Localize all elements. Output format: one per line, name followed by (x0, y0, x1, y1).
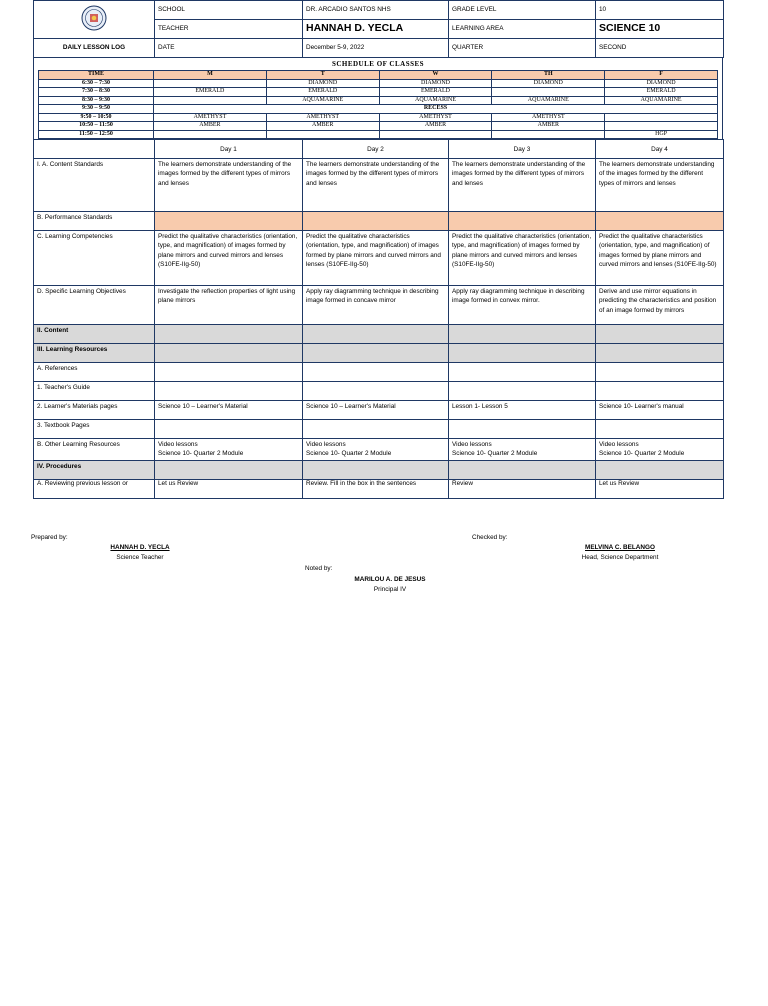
row-cell: Video lessons Science 10- Quarter 2 Module (596, 439, 724, 461)
row-cell (596, 460, 724, 479)
row-cell (449, 420, 596, 439)
row-cell (449, 344, 596, 363)
schedule-class-cell: AQUAMARINE (605, 96, 718, 105)
row-cell (596, 363, 724, 382)
schedule-row (39, 122, 718, 131)
row-cell (449, 382, 596, 401)
schedule-row (39, 130, 718, 139)
row-cell (596, 382, 724, 401)
row-cell: Predict the qualitative characteristics (orientation, type, and magnification) of images formed by plane mirrors and curved mirrors and lenses (S10FE-IIg-50) (449, 231, 596, 286)
schedule-class-cell: RECESS (154, 105, 718, 114)
lesson-row (34, 212, 724, 231)
checked-block (545, 543, 695, 562)
school-label: SCHOOL (155, 1, 303, 20)
prepared-title: Science Teacher (116, 553, 164, 561)
schedule-class-cell: AMBER (154, 122, 267, 131)
schedule-class-cell: EMERALD (154, 88, 267, 97)
schedule-time-cell: 7:30 – 8:30 (39, 88, 154, 97)
row-cell: Video lessons Science 10- Quarter 2 Module (155, 439, 303, 461)
row-cell (303, 382, 449, 401)
row-cell (596, 212, 724, 231)
row-cell: Apply ray diagramming technique in describing image formed in concave mirror (303, 286, 449, 325)
schedule-time-cell: 6:30 – 7:30 (39, 79, 154, 88)
teacher-label: TEACHER (155, 20, 303, 39)
noted-name: MARILOU A. DE JESUS (354, 576, 426, 583)
schedule-time-cell: 11:50 – 12:50 (39, 130, 154, 139)
row-label: A. References (34, 363, 155, 382)
noted-title: Principal IV (373, 585, 407, 593)
schedule-row (39, 105, 718, 114)
row-cell: The learners demonstrate understanding of the images formed by the different types of mirrors and lenses (596, 159, 724, 212)
row-cell (596, 325, 724, 344)
prepared-label: Prepared by: (31, 534, 68, 541)
row-cell (303, 460, 449, 479)
schedule-title: SCHEDULE OF CLASSES (331, 60, 425, 68)
row-cell: Science 10- Learner's manual (596, 401, 724, 420)
schedule-time-cell: 8:30 – 9:30 (39, 96, 154, 105)
lesson-row (34, 344, 724, 363)
schedule-class-cell: EMERALD (266, 88, 379, 97)
row-cell: Science 10 – Learner's Material (303, 401, 449, 420)
schedule-table (38, 70, 718, 139)
row-cell (155, 420, 303, 439)
schedule-header-cell: TIME (39, 71, 154, 80)
teacher-value: HANNAH D. YECLA (303, 20, 449, 39)
lesson-row (34, 286, 724, 325)
day-header-4: Day 4 (596, 140, 724, 159)
date-value: December 5-9, 2022 (303, 39, 449, 58)
day-header-blank (34, 140, 155, 159)
lesson-row (34, 231, 724, 286)
row-cell (303, 212, 449, 231)
area-label: LEARNING AREA (449, 20, 596, 39)
row-cell: Let us Review (155, 479, 303, 498)
schedule-class-cell (492, 130, 605, 139)
row-label: II. Content (34, 325, 155, 344)
row-cell (596, 420, 724, 439)
lesson-row (34, 159, 724, 212)
row-label: III. Learning Resources (34, 344, 155, 363)
schedule-class-cell: AMETHYST (266, 113, 379, 122)
row-cell (155, 325, 303, 344)
schedule-class-cell: AQUAMARINE (379, 96, 492, 105)
row-cell (303, 420, 449, 439)
row-cell (303, 325, 449, 344)
log-title: DAILY LESSON LOG (34, 39, 155, 58)
schedule-header-cell: W (379, 71, 492, 80)
row-cell (449, 460, 596, 479)
schedule-class-cell (154, 96, 267, 105)
schedule-class-cell: AQUAMARINE (266, 96, 379, 105)
schedule-wrapper (33, 58, 723, 139)
checked-name: MELVINA C. BELANGO (585, 544, 655, 551)
schedule-class-cell: AMETHYST (379, 113, 492, 122)
schedule-class-cell: AMBER (492, 122, 605, 131)
schedule-header-cell: F (605, 71, 718, 80)
row-cell (155, 460, 303, 479)
schedule-header-cell: TH (492, 71, 605, 80)
row-cell: Derive and use mirror equations in predicting the characteristics and position of an image formed by mirrors (596, 286, 724, 325)
schedule-class-cell (379, 130, 492, 139)
row-label: I. A. Content Standards (34, 159, 155, 212)
row-label: A. Reviewing previous lesson or (34, 479, 155, 498)
schedule-time-cell: 9:50 – 10:50 (39, 113, 154, 122)
row-label: D. Specific Learning Objectives (34, 286, 155, 325)
schedule-header-row (39, 71, 718, 80)
lesson-row (34, 382, 724, 401)
row-cell: Video lessons Science 10- Quarter 2 Module (303, 439, 449, 461)
schedule-header-cell: T (266, 71, 379, 80)
row-cell: Predict the qualitative characteristics (orientation, type, and magnification) of images formed by plane mirrors and curved mirrors and lenses (S10FE-IIg-50) (303, 231, 449, 286)
row-cell (155, 344, 303, 363)
schedule-header-cell: M (154, 71, 267, 80)
noted-block (330, 575, 450, 594)
schedule-class-cell (605, 122, 718, 131)
checked-label: Checked by: (472, 534, 508, 541)
school-value: DR. ARCADIO SANTOS NHS (303, 1, 449, 20)
row-cell: The learners demonstrate understanding of the images formed by the different types of mirrors and lenses (155, 159, 303, 212)
schedule-class-cell: DIAMOND (379, 79, 492, 88)
schedule-class-cell: AMBER (266, 122, 379, 131)
row-cell: Review (449, 479, 596, 498)
row-cell: Apply ray diagramming technique in describing image formed in convex mirror. (449, 286, 596, 325)
schedule-class-cell (605, 113, 718, 122)
schedule-class-cell (492, 88, 605, 97)
schedule-class-cell: AMETHYST (492, 113, 605, 122)
row-cell: Predict the qualitative characteristics (orientation, type, and magnification) of images formed by plane mirrors and curved mirrors and lenses (S10FE-IIg-50) (596, 231, 724, 286)
day-header-2: Day 2 (303, 140, 449, 159)
schedule-class-cell: AQUAMARINE (492, 96, 605, 105)
schedule-row (39, 113, 718, 122)
schedule-class-cell: HGP (605, 130, 718, 139)
area-value: SCIENCE 10 (596, 20, 724, 39)
schedule-class-cell (154, 130, 267, 139)
row-cell (303, 344, 449, 363)
daily-lesson-log-page (33, 0, 723, 499)
lesson-row (34, 460, 724, 479)
schedule-class-cell: DIAMOND (492, 79, 605, 88)
date-label: DATE (155, 39, 303, 58)
grade-label: GRADE LEVEL (449, 1, 596, 20)
row-cell: Let us Review (596, 479, 724, 498)
row-cell: Video lessons Science 10- Quarter 2 Module (449, 439, 596, 461)
row-cell: The learners demonstrate understanding of the images formed by the different types of mirrors and lenses (303, 159, 449, 212)
row-cell: Lesson 1- Lesson 5 (449, 401, 596, 420)
row-cell: Science 10 – Learner's Material (155, 401, 303, 420)
schedule-class-cell: EMERALD (379, 88, 492, 97)
row-label: 3. Textbook Pages (34, 420, 155, 439)
day-header-row (34, 140, 724, 159)
schedule-time-cell: 10:50 – 11:50 (39, 122, 154, 131)
row-cell: Investigate the reflection properties of light using plane mirrors (155, 286, 303, 325)
seal-icon (81, 5, 107, 31)
row-cell (303, 363, 449, 382)
quarter-value: SECOND (596, 39, 724, 58)
lesson-row (34, 325, 724, 344)
row-cell: Predict the qualitative characteristics (orientation, type, and magnification) of images formed by plane mirrors and curved mirrors and lenses (S10FE-IIg-50) (155, 231, 303, 286)
row-cell (449, 325, 596, 344)
lesson-row (34, 479, 724, 498)
row-cell (449, 212, 596, 231)
row-label: B. Other Learning Resources (34, 439, 155, 461)
lesson-row (34, 439, 724, 461)
day-header-3: Day 3 (449, 140, 596, 159)
row-cell (155, 363, 303, 382)
schedule-row (39, 96, 718, 105)
lesson-row (34, 401, 724, 420)
schedule-class-cell: AMBER (379, 122, 492, 131)
lesson-row (34, 420, 724, 439)
row-cell (155, 212, 303, 231)
schedule-row (39, 88, 718, 97)
quarter-label: QUARTER (449, 39, 596, 58)
row-cell (449, 363, 596, 382)
schedule-time-cell: 9:30 – 9:50 (39, 105, 154, 114)
row-cell (596, 344, 724, 363)
schedule-class-cell: AMETHYST (154, 113, 267, 122)
prepared-block (90, 543, 190, 562)
lesson-row (34, 363, 724, 382)
header-table (33, 0, 724, 58)
row-label: C. Learning Competencies (34, 231, 155, 286)
schedule-class-cell (154, 79, 267, 88)
noted-label: Noted by: (305, 565, 333, 572)
day-header-1: Day 1 (155, 140, 303, 159)
schedule-class-cell (266, 130, 379, 139)
row-label: IV. Procedures (34, 460, 155, 479)
schedule-class-cell: DIAMOND (605, 79, 718, 88)
row-label: 2. Learner's Materials pages (34, 401, 155, 420)
row-cell: Review. Fill in the box in the sentences (303, 479, 449, 498)
row-cell: The learners demonstrate understanding of the images formed by the different types of mirrors and lenses (449, 159, 596, 212)
lesson-table (33, 139, 724, 499)
schedule-class-cell: DIAMOND (266, 79, 379, 88)
row-cell (155, 382, 303, 401)
row-label: B. Performance Standards (34, 212, 155, 231)
grade-value: 10 (596, 1, 724, 20)
checked-title: Head, Science Department (581, 553, 659, 561)
prepared-name: HANNAH D. YECLA (110, 544, 170, 551)
deped-logo (34, 1, 155, 39)
schedule-row (39, 79, 718, 88)
row-label: 1. Teacher's Guide (34, 382, 155, 401)
schedule-class-cell: EMERALD (605, 88, 718, 97)
